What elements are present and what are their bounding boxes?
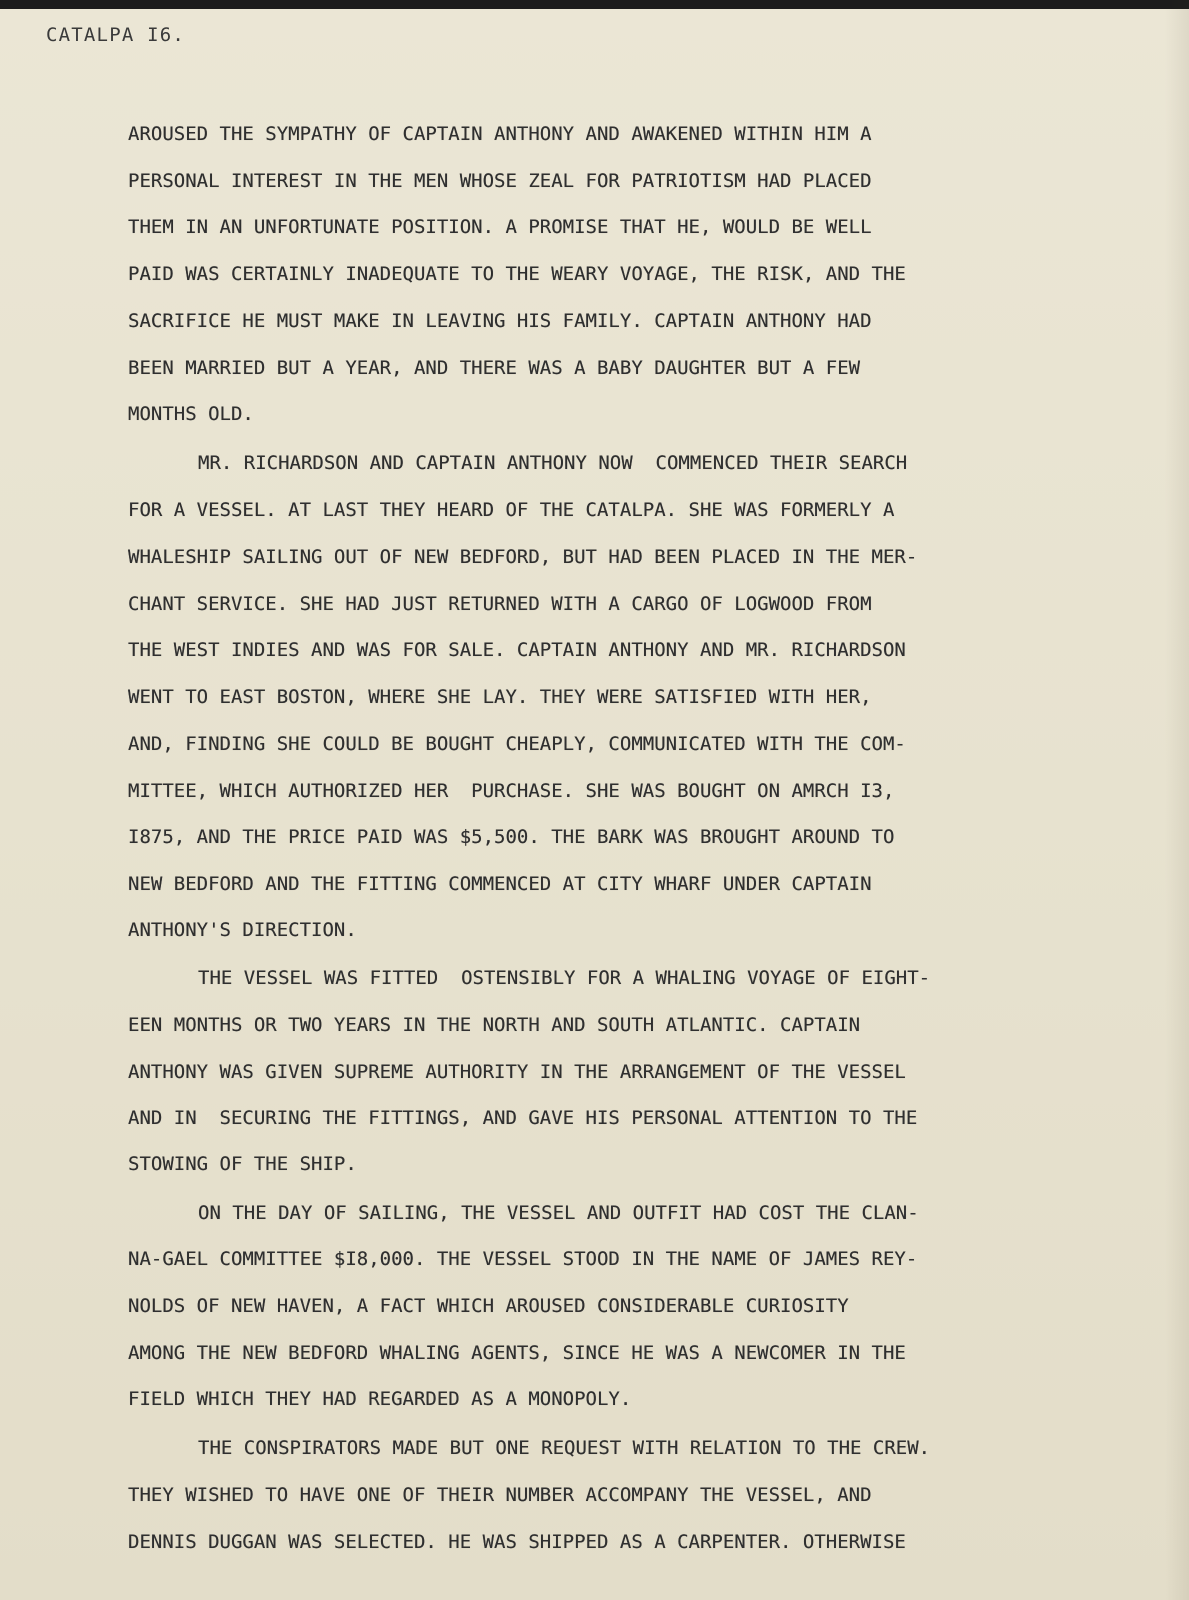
text-line: FIELD WHICH THEY HAD REGARDED AS A MONOPOLY.	[128, 1388, 632, 1410]
text-line: BEEN MARRIED BUT A YEAR, AND THERE WAS A BABY DAUGHTER BUT A FEW	[128, 357, 861, 379]
text-line: FOR A VESSEL. AT LAST THEY HEARD OF THE CATALPA. SHE WAS FORMERLY A	[128, 499, 895, 521]
text-line: STOWING OF THE SHIP.	[128, 1153, 357, 1175]
text-line: MONTHS OLD.	[128, 403, 254, 425]
text-line: EEN MONTHS OR TWO YEARS IN THE NORTH AND SOUTH ATLANTIC. CAPTAIN	[128, 1014, 861, 1036]
text-line: MR. RICHARDSON AND CAPTAIN ANTHONY NOW COMMENCED THEIR SEARCH	[198, 452, 908, 474]
text-line: WENT TO EAST BOSTON, WHERE SHE LAY. THEY WERE SATISFIED WITH HER,	[128, 686, 872, 708]
page-header: CATALPA I6.	[46, 24, 186, 46]
text-line: NA-GAEL COMMITTEE $I8,000. THE VESSEL STOOD IN THE NAME OF JAMES REY-	[128, 1248, 918, 1270]
text-line: ON THE DAY OF SAILING, THE VESSEL AND OUTFIT HAD COST THE CLAN-	[198, 1202, 919, 1224]
text-line: NEW BEDFORD AND THE FITTING COMMENCED AT CITY WHARF UNDER CAPTAIN	[128, 873, 872, 895]
text-line: AROUSED THE SYMPATHY OF CAPTAIN ANTHONY AND AWAKENED WITHIN HIM A	[128, 123, 872, 145]
text-line: DENNIS DUGGAN WAS SELECTED. HE WAS SHIPPED AS A CARPENTER. OTHERWISE	[128, 1531, 906, 1553]
text-line: ANTHONY WAS GIVEN SUPREME AUTHORITY IN THE ARRANGEMENT OF THE VESSEL	[128, 1061, 906, 1083]
text-line: THEY WISHED TO HAVE ONE OF THEIR NUMBER ACCOMPANY THE VESSEL, AND	[128, 1484, 872, 1506]
text-line: NOLDS OF NEW HAVEN, A FACT WHICH AROUSED CONSIDERABLE CURIOSITY	[128, 1295, 849, 1317]
text-line: AND IN SECURING THE FITTINGS, AND GAVE HIS PERSONAL ATTENTION TO THE	[128, 1107, 918, 1129]
text-line: PAID WAS CERTAINLY INADEQUATE TO THE WEARY VOYAGE, THE RISK, AND THE	[128, 263, 906, 285]
text-line: THEM IN AN UNFORTUNATE POSITION. A PROMISE THAT HE, WOULD BE WELL	[128, 216, 872, 238]
text-line: AMONG THE NEW BEDFORD WHALING AGENTS, SINCE HE WAS A NEWCOMER IN THE	[128, 1342, 906, 1364]
text-line: I875, AND THE PRICE PAID WAS $5,500. THE BARK WAS BROUGHT AROUND TO	[128, 826, 895, 848]
text-line: ANTHONY'S DIRECTION.	[128, 919, 357, 941]
text-line: THE CONSPIRATORS MADE BUT ONE REQUEST WITH RELATION TO THE CREW.	[198, 1437, 931, 1459]
text-line: CHANT SERVICE. SHE HAD JUST RETURNED WITH A CARGO OF LOGWOOD FROM	[128, 593, 872, 615]
text-line: PERSONAL INTEREST IN THE MEN WHOSE ZEAL FOR PATRIOTISM HAD PLACED	[128, 170, 872, 192]
text-line: SACRIFICE HE MUST MAKE IN LEAVING HIS FAMILY. CAPTAIN ANTHONY HAD	[128, 310, 872, 332]
text-line: THE WEST INDIES AND WAS FOR SALE. CAPTAIN ANTHONY AND MR. RICHARDSON	[128, 639, 906, 661]
text-line: THE VESSEL WAS FITTED OSTENSIBLY FOR A WHALING VOYAGE OF EIGHT-	[198, 967, 931, 989]
text-line: MITTEE, WHICH AUTHORIZED HER PURCHASE. SHE WAS BOUGHT ON AMRCH I3,	[128, 780, 895, 802]
text-line: AND, FINDING SHE COULD BE BOUGHT CHEAPLY, COMMUNICATED WITH THE COM-	[128, 733, 906, 755]
text-line: WHALESHIP SAILING OUT OF NEW BEDFORD, BUT HAD BEEN PLACED IN THE MER-	[128, 546, 918, 568]
